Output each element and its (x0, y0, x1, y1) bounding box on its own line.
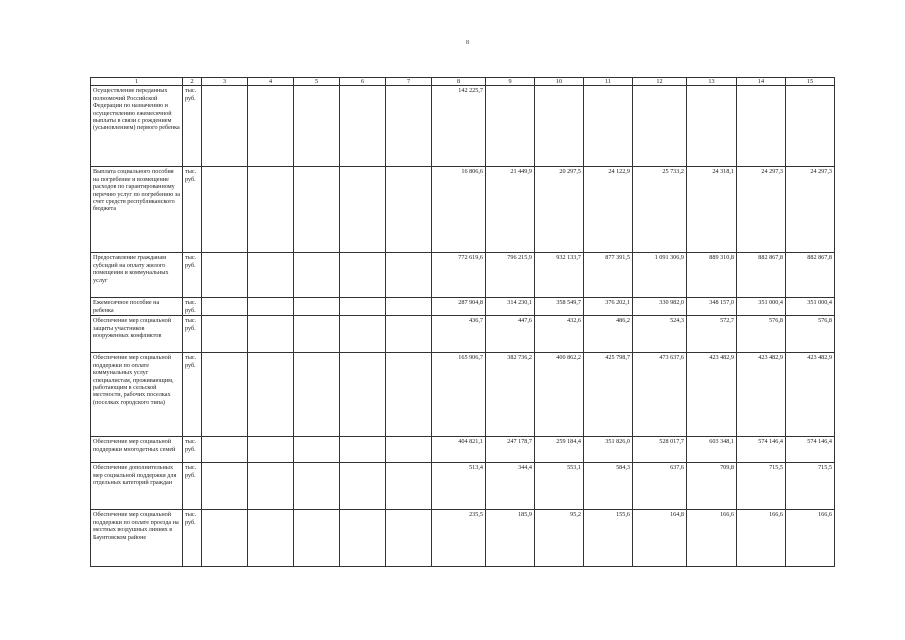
value-cell (737, 86, 786, 167)
value-cell (584, 86, 633, 167)
row-name-cell: Обеспечение мер социальной поддержки по оплате коммунальных услуг специалистам, проживающим, работающим в сельской местности, рабочих поселках (поселках городского типа) (91, 353, 183, 437)
value-cell: 142 225,7 (432, 86, 486, 167)
empty-cell (340, 353, 386, 437)
empty-cell (202, 167, 248, 253)
table-row (91, 86, 835, 167)
empty-cell (386, 298, 432, 316)
empty-cell (202, 510, 248, 567)
row-name-cell: Обеспечение дополнительных мер социальной поддержки для отдельных категорий граждан (91, 463, 183, 510)
value-cell: 932 133,7 (535, 253, 584, 298)
column-header: 5 (294, 78, 340, 86)
empty-cell (248, 167, 294, 253)
value-cell (687, 86, 737, 167)
value-cell: 20 297,5 (535, 167, 584, 253)
value-cell: 287 904,8 (432, 298, 486, 316)
value-cell: 447,6 (486, 316, 535, 353)
table-row (91, 437, 835, 463)
empty-cell (202, 316, 248, 353)
unit-cell: тыс. руб. (183, 463, 202, 510)
row-name-cell: Ежемесячное пособие на ребенка (91, 298, 183, 316)
empty-cell (386, 353, 432, 437)
value-cell: 877 391,5 (584, 253, 633, 298)
column-header: 3 (202, 78, 248, 86)
row-name-cell: Обеспечение мер социальной защиты участников вооруженных конфликтов (91, 316, 183, 353)
unit-cell: тыс. руб. (183, 253, 202, 298)
empty-cell (340, 316, 386, 353)
value-cell: 259 184,4 (535, 437, 584, 463)
empty-cell (294, 316, 340, 353)
value-cell: 185,9 (486, 510, 535, 567)
table-row (91, 316, 835, 353)
empty-cell (248, 298, 294, 316)
empty-cell (294, 253, 340, 298)
table-row (91, 298, 835, 316)
value-cell: 882 867,8 (737, 253, 786, 298)
empty-cell (340, 86, 386, 167)
value-cell: 513,4 (432, 463, 486, 510)
value-cell: 709,8 (687, 463, 737, 510)
unit-cell: тыс. руб. (183, 167, 202, 253)
empty-cell (294, 86, 340, 167)
value-cell: 25 733,2 (633, 167, 687, 253)
empty-cell (294, 167, 340, 253)
value-cell: 528 017,7 (633, 437, 687, 463)
unit-cell: тыс. руб. (183, 353, 202, 437)
value-cell: 889 310,8 (687, 253, 737, 298)
column-header: 14 (737, 78, 786, 86)
value-cell: 155,6 (584, 510, 633, 567)
empty-cell (386, 167, 432, 253)
empty-cell (294, 510, 340, 567)
value-cell: 637,6 (633, 463, 687, 510)
value-cell: 314 230,1 (486, 298, 535, 316)
value-cell: 24 297,3 (786, 167, 835, 253)
empty-cell (386, 510, 432, 567)
empty-cell (294, 298, 340, 316)
value-cell: 576,8 (786, 316, 835, 353)
value-cell: 423 482,9 (786, 353, 835, 437)
empty-cell (202, 298, 248, 316)
empty-cell (248, 253, 294, 298)
empty-cell (248, 510, 294, 567)
value-cell: 436,7 (432, 316, 486, 353)
value-cell: 166,6 (737, 510, 786, 567)
row-name-cell: Осуществление переданных полномочий Российской Федерации по назначению и осуществлению ежемесячной выплаты в связи с рождением (усыновлением) первого ребенка (91, 86, 183, 167)
value-cell: 351 826,0 (584, 437, 633, 463)
value-cell: 166,6 (786, 510, 835, 567)
empty-cell (340, 510, 386, 567)
empty-cell (202, 463, 248, 510)
empty-cell (248, 437, 294, 463)
value-cell: 348 157,0 (687, 298, 737, 316)
column-header: 12 (633, 78, 687, 86)
empty-cell (340, 167, 386, 253)
value-cell: 796 215,9 (486, 253, 535, 298)
value-cell: 21 449,9 (486, 167, 535, 253)
value-cell: 165 906,7 (432, 353, 486, 437)
empty-cell (248, 316, 294, 353)
value-cell: 576,8 (737, 316, 786, 353)
empty-cell (248, 353, 294, 437)
column-header: 2 (183, 78, 202, 86)
value-cell: 473 637,6 (633, 353, 687, 437)
value-cell: 574 146,4 (786, 437, 835, 463)
value-cell: 772 619,6 (432, 253, 486, 298)
empty-cell (294, 437, 340, 463)
value-cell: 376 202,1 (584, 298, 633, 316)
value-cell: 400 862,2 (535, 353, 584, 437)
empty-cell (248, 86, 294, 167)
value-cell: 351 000,4 (786, 298, 835, 316)
page-number: 8 (466, 40, 469, 46)
unit-cell: тыс. руб. (183, 510, 202, 567)
unit-cell: тыс. руб. (183, 437, 202, 463)
column-header: 11 (584, 78, 633, 86)
row-name-cell: Предоставление гражданам субсидий на оплату жилого помещения и коммунальных услуг (91, 253, 183, 298)
empty-cell (386, 437, 432, 463)
value-cell: 1 091 306,9 (633, 253, 687, 298)
value-cell: 584,3 (584, 463, 633, 510)
value-cell: 95,2 (535, 510, 584, 567)
value-cell: 882 867,8 (786, 253, 835, 298)
empty-cell (248, 463, 294, 510)
row-name-cell: Обеспечение мер социальной поддержки многодетных семей (91, 437, 183, 463)
value-cell: 524,3 (633, 316, 687, 353)
empty-cell (386, 463, 432, 510)
unit-cell: тыс. руб. (183, 298, 202, 316)
value-cell: 382 736,2 (486, 353, 535, 437)
empty-cell (386, 316, 432, 353)
column-header: 7 (386, 78, 432, 86)
value-cell: 404 821,1 (432, 437, 486, 463)
table-row (91, 167, 835, 253)
row-name-cell: Выплата социального пособия на погребение и возмещение расходов по гарантированному перечню услуг по погребению за счет средств республиканского бюджета (91, 167, 183, 253)
empty-cell (202, 253, 248, 298)
column-header: 8 (432, 78, 486, 86)
unit-cell: тыс. руб. (183, 316, 202, 353)
value-cell: 715,5 (737, 463, 786, 510)
column-header: 13 (687, 78, 737, 86)
header-row (91, 78, 835, 86)
value-cell: 358 549,7 (535, 298, 584, 316)
value-cell (786, 86, 835, 167)
table-row (91, 253, 835, 298)
empty-cell (202, 437, 248, 463)
value-cell: 603 348,1 (687, 437, 737, 463)
value-cell: 330 982,0 (633, 298, 687, 316)
value-cell: 247 178,7 (486, 437, 535, 463)
empty-cell (386, 253, 432, 298)
table-row (91, 353, 835, 437)
column-header: 9 (486, 78, 535, 86)
value-cell: 572,7 (687, 316, 737, 353)
empty-cell (340, 298, 386, 316)
column-header: 15 (786, 78, 835, 86)
column-header: 4 (248, 78, 294, 86)
column-header: 6 (340, 78, 386, 86)
empty-cell (294, 353, 340, 437)
table-body (91, 78, 835, 567)
value-cell: 423 482,9 (737, 353, 786, 437)
value-cell (486, 86, 535, 167)
empty-cell (202, 353, 248, 437)
empty-cell (386, 86, 432, 167)
row-name-cell: Обеспечение мер социальной поддержки по оплате проезда на местных воздушных линиях в Баунтовском районе (91, 510, 183, 567)
table-row (91, 510, 835, 567)
empty-cell (340, 437, 386, 463)
empty-cell (340, 463, 386, 510)
value-cell: 344,4 (486, 463, 535, 510)
table-row (91, 463, 835, 510)
column-header: 10 (535, 78, 584, 86)
value-cell (633, 86, 687, 167)
empty-cell (294, 463, 340, 510)
value-cell: 553,1 (535, 463, 584, 510)
unit-cell: тыс. руб. (183, 86, 202, 167)
column-header: 1 (91, 78, 183, 86)
value-cell: 423 482,9 (687, 353, 737, 437)
value-cell: 486,2 (584, 316, 633, 353)
value-cell: 24 297,3 (737, 167, 786, 253)
empty-cell (202, 86, 248, 167)
value-cell (535, 86, 584, 167)
value-cell: 574 146,4 (737, 437, 786, 463)
budget-table (90, 77, 835, 567)
value-cell: 235,5 (432, 510, 486, 567)
value-cell: 432,6 (535, 316, 584, 353)
value-cell: 425 798,7 (584, 353, 633, 437)
value-cell: 24 318,1 (687, 167, 737, 253)
value-cell: 16 806,6 (432, 167, 486, 253)
value-cell: 164,8 (633, 510, 687, 567)
value-cell: 351 000,4 (737, 298, 786, 316)
value-cell: 24 122,9 (584, 167, 633, 253)
empty-cell (340, 253, 386, 298)
value-cell: 166,6 (687, 510, 737, 567)
value-cell: 715,5 (786, 463, 835, 510)
